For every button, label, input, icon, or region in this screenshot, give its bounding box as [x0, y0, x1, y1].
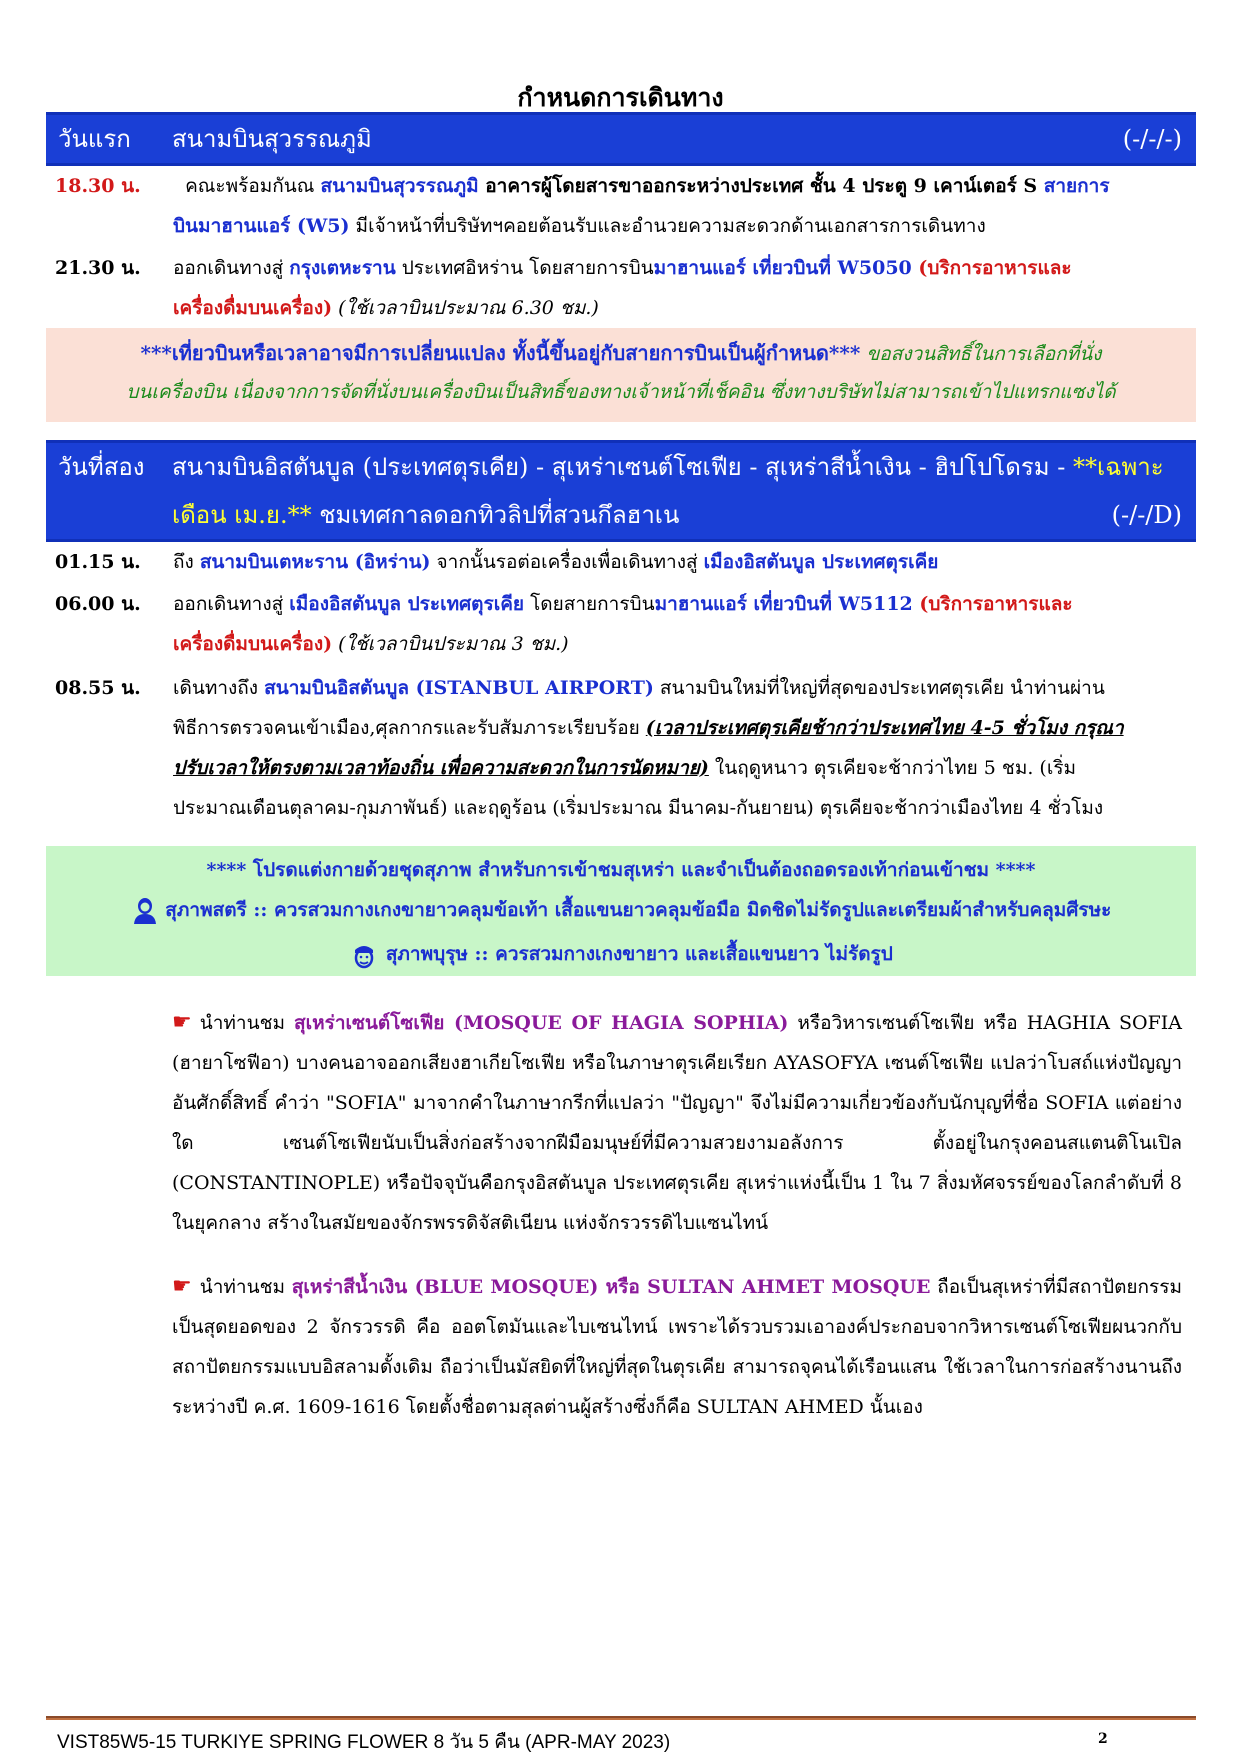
special-note: **เฉพาะ — [1072, 453, 1164, 481]
day1-header — [46, 112, 1196, 166]
page-title: กำหนดการเดินทาง — [517, 83, 724, 112]
flight-notice — [46, 328, 1196, 422]
attraction-name: สุเหร่าเซนต์โซเฟีย (MOSQUE OF HAGIA SOPHIA) — [294, 1012, 789, 1034]
text-segment: พิธีการตรวจคนเข้าเมือง,ศุลกากรและรับสัมภาระเรียบร้อย — [173, 717, 646, 739]
text-segment: คณะพร้อมกันณ — [185, 175, 321, 197]
dress-code-women — [46, 886, 1196, 934]
meal-info: เครื่องดื่มบนเครื่อง) — [173, 633, 333, 655]
time-label: 21.30 น. — [55, 257, 141, 279]
day2-title-line2: ชมเทศกาลดอกทิวลิปที่สวนกึลฮาเน — [311, 501, 680, 529]
row-body — [173, 668, 1195, 828]
footer-text: VIST85W5-15 TURKIYE SPRING FLOWER 8 วัน 5 คืน (APR-MAY 2023) — [57, 1732, 671, 1753]
row-body — [173, 166, 1195, 246]
day2-row-0115 — [55, 542, 1195, 582]
blue-mosque-paragraph — [172, 1267, 1182, 1427]
special-note: เดือน เม.ย.** — [172, 501, 312, 529]
man-icon — [349, 943, 386, 965]
text-segment: ในฤดูหนาว ตุรเคียจะช้ากว่าไทย 5 ชม. (เริ่ม — [708, 757, 1077, 779]
flight-duration: (ใช้เวลาบินประมาณ 6.30 ชม.) — [332, 297, 599, 319]
text-segment: ประมาณเดือนตุลาคม-กุมภาพันธ์) และฤดูร้อน (เริ่มประมาณ มีนาคม-กันยายน) ตุรเคียจะช้ากว่าเมืองไทย 4 ชั่วโมง — [173, 797, 1104, 819]
day1-meals: (-/-/-) — [1122, 125, 1182, 153]
notice-heading: ***เที่ยวบินหรือเวลาอาจมีการเปลี่ยนแปลง ทั้งนี้ขึ้นอยู่กับสายการบินเป็นผู้กำหนด*** — [140, 341, 861, 365]
time-label: 06.00 น. — [55, 593, 141, 615]
time-label: 18.30 น. — [55, 175, 141, 197]
meal-info: เครื่องดื่มบนเครื่อง) — [173, 297, 333, 319]
day1-row-2130 — [55, 248, 1195, 328]
hagia-sophia-paragraph — [172, 1003, 1182, 1243]
text-segment: ประเทศอิหร่าน โดยสายการบิน — [395, 257, 654, 279]
attraction-name: สุเหร่าสีน้ำเงิน (BLUE MOSQUE) หรือ SULTAN AHMET MOSQUE — [291, 1276, 931, 1298]
day1-label: วันแรก — [58, 125, 131, 153]
text-segment: ออกเดินทางสู่ — [173, 593, 290, 615]
meal-info: (บริการอาหารและ — [912, 593, 1073, 615]
city-name: กรุงเตหะราน — [289, 257, 396, 279]
day2-title-2 — [172, 491, 679, 539]
text-segment: จากนั้นรอต่อเครื่องเพื่อเดินทางสู่ — [430, 551, 704, 573]
time-difference-note: ปรับเวลาให้ตรงตามเวลาท้องถิ่น เพื่อความสะดวกในการนัดหมาย) — [173, 757, 709, 779]
dress-code-text: สุภาพสตรี :: ควรสวมกางเกงขายาวคลุมข้อเท้า เสื้อแขนยาวคลุมข้อมือ มิดชิดไม่รัดรูปและเตรียมผ้าสำหรับคลุมศีรษะ — [165, 899, 1112, 921]
dress-code-heading: **** โปรดแต่งกายด้วยชุดสุภาพ สำหรับการเข้าชมสุเหร่า และจำเป็นต้องถอดรองเท้าก่อนเข้าชม **** — [206, 859, 1036, 881]
text-segment: นำท่านชม — [199, 1012, 295, 1034]
dress-code-men — [46, 930, 1196, 978]
woman-icon — [131, 899, 166, 921]
text-segment: โดยสายการบิน — [524, 593, 655, 615]
day2-row-0600 — [55, 584, 1195, 664]
flight-duration: (ใช้เวลาบินประมาณ 3 ชม.) — [332, 633, 569, 655]
row-body — [173, 248, 1195, 328]
flight-info: มาฮานแอร์ เที่ยวบินที่ W5050 — [653, 257, 912, 279]
pointing-hand-icon: ☛ — [172, 1010, 192, 1035]
text-segment: ออกเดินทางสู่ — [173, 257, 290, 279]
day2-header — [46, 440, 1196, 542]
day2-meals: (-/-/D) — [1111, 501, 1182, 529]
time-difference-note: (เวลาประเทศตุรเคียช้ากว่าประเทศไทย 4-5 ชั่วโมง กรุณา — [645, 717, 1124, 739]
airport-name: สนามบินอิสตันบูล (ISTANBUL AIRPORT) — [264, 677, 654, 699]
flight-info: มาฮานแอร์ เที่ยวบินที่ W5112 — [654, 593, 913, 615]
time-label: 08.55 น. — [55, 677, 141, 699]
day1-row-1830 — [55, 166, 1195, 246]
airline-name: สายการ — [1043, 175, 1110, 197]
footer-divider — [46, 1716, 1196, 1720]
day2-row-0855 — [55, 668, 1195, 828]
airport-name: สนามบินเตหะราน (อิหร่าน) — [199, 551, 431, 573]
text-segment: เดินทางถึง — [173, 677, 265, 699]
city-name: เมืองอิสตันบูล ประเทศตุรเคีย — [289, 593, 525, 615]
day2-title-line1: สนามบินอิสตันบูล (ประเทศตุรเคีย) - สุเหร่าเซนต์โซเฟีย - สุเหร่าสีน้ำเงิน - ฮิปโปโดรม - — [172, 453, 1073, 481]
airline-name: บินมาฮานแอร์ (W5) — [173, 215, 350, 237]
row-body — [173, 542, 1195, 582]
meal-info: (บริการอาหารและ — [911, 257, 1072, 279]
dress-code-box — [46, 846, 1196, 976]
text-segment: มีเจ้าหน้าที่บริษัทฯคอยต้อนรับและอำนวยความสะดวกด้านเอกสารการเดินทาง — [349, 215, 986, 237]
notice-text: ขอสงวนสิทธิ์ในการเลือกที่นั่ง — [860, 343, 1102, 365]
row-body — [173, 584, 1195, 664]
attraction-description: หรือวิหารเซนต์โซเฟีย หรือ HAGHIA SOFIA (ฮายาโซฟีอา) บางคนอาจออกเสียงฮาเกียโซเฟีย หรือในภาษาตุรเคียเรียก AYASOFYA เซนต์โซเฟีย แปลว่าโบสถ์แห่งปัญญาอันศักดิ์สิทธิ์ คำว่า "SOFIA" มาจากคำในภาษากรีกที่แปลว่า "ปัญญา" จึงไม่มีความเกี่ยวข้องกับนักบุญที่ชื่อ SOFIA แต่อย่างใด เซนต์โซเฟียนับเป็นสิ่งก่อสร้างจากฝีมือมนุษย์ที่มีความสวยงามอลังการ ตั้งอยู่ในกรุงคอนสแตนติโนเปิล (CONSTANTINOPLE) หรือปัจจุบันคือกรุงอิสตันบูล ประเทศตุรเคีย สุเหร่าแห่งนี้เป็น 1 ใน 7 สิ่งมหัศจรรย์ของโลกลำดับที่ 8 ในยุคกลาง สร้างในสมัยของจักรพรรดิจัสติเนียน แห่งจักรวรรดิไบแซนไทน์ — [172, 1012, 1182, 1234]
city-name: เมืองอิสตันบูล ประเทศตุรเคีย — [703, 551, 939, 573]
time-label: 01.15 น. — [55, 551, 141, 573]
text-segment: สนามบินใหม่ที่ใหญ่ที่สุดของประเทศตุรเคีย นำท่านผ่าน — [653, 677, 1105, 699]
day2-title — [172, 443, 1164, 491]
notice-text: บนเครื่องบิน เนื่องจากการจัดที่นั่งบนเครื่องบินเป็นสิทธิ์ของทางเจ้าหน้าที่เช็คอิน ซึ่งทางบริษัทไม่สามารถเข้าไปแทรกแซงได้ — [126, 381, 1116, 403]
page-number: 2 — [1098, 1731, 1108, 1747]
attraction-description: ถือเป็นสุเหร่าที่มีสถาปัตยกรรมเป็นสุดยอดของ 2 จักรวรรดิ คือ ออตโตมันและไบเซนไทน์ เพราะได้รวบรวมเอาองค์ประกอบจากวิหารเซนต์โซเฟียผนวกกับสถาปัตยกรรมแบบอิสลามดั้งเดิม ถือว่าเป็นมัสยิดที่ใหญ่ที่สุดในตุรเคีย สามารถจุคนได้เรือนแสน ใช้เวลาในการก่อสร้างนานถึงระหว่างปี ค.ศ. 1609-1616 โดยตั้งชื่อตามสุลต่านผู้สร้างซึ่งก็คือ SULTAN AHMED นั้นเอง — [172, 1276, 1182, 1418]
day1-title: สนามบินสุวรรณภูมิ — [172, 125, 372, 153]
text-segment: ถึง — [173, 551, 200, 573]
text-segment: นำท่านชม — [199, 1276, 292, 1298]
text-segment: อาคารผู้โดยสารขาออกระหว่างประเทศ ชั้น 4 ประตู 9 เคาน์เตอร์ S — [478, 175, 1044, 197]
airport-name: สนามบินสุวรรณภูมิ — [320, 175, 479, 197]
dress-code-text: สุภาพบุรุษ :: ควรสวมกางเกงขายาว และเสื้อแขนยาว ไม่รัดรูป — [385, 943, 893, 965]
day2-label: วันที่สอง — [58, 453, 145, 481]
pointing-hand-icon: ☛ — [172, 1274, 192, 1299]
